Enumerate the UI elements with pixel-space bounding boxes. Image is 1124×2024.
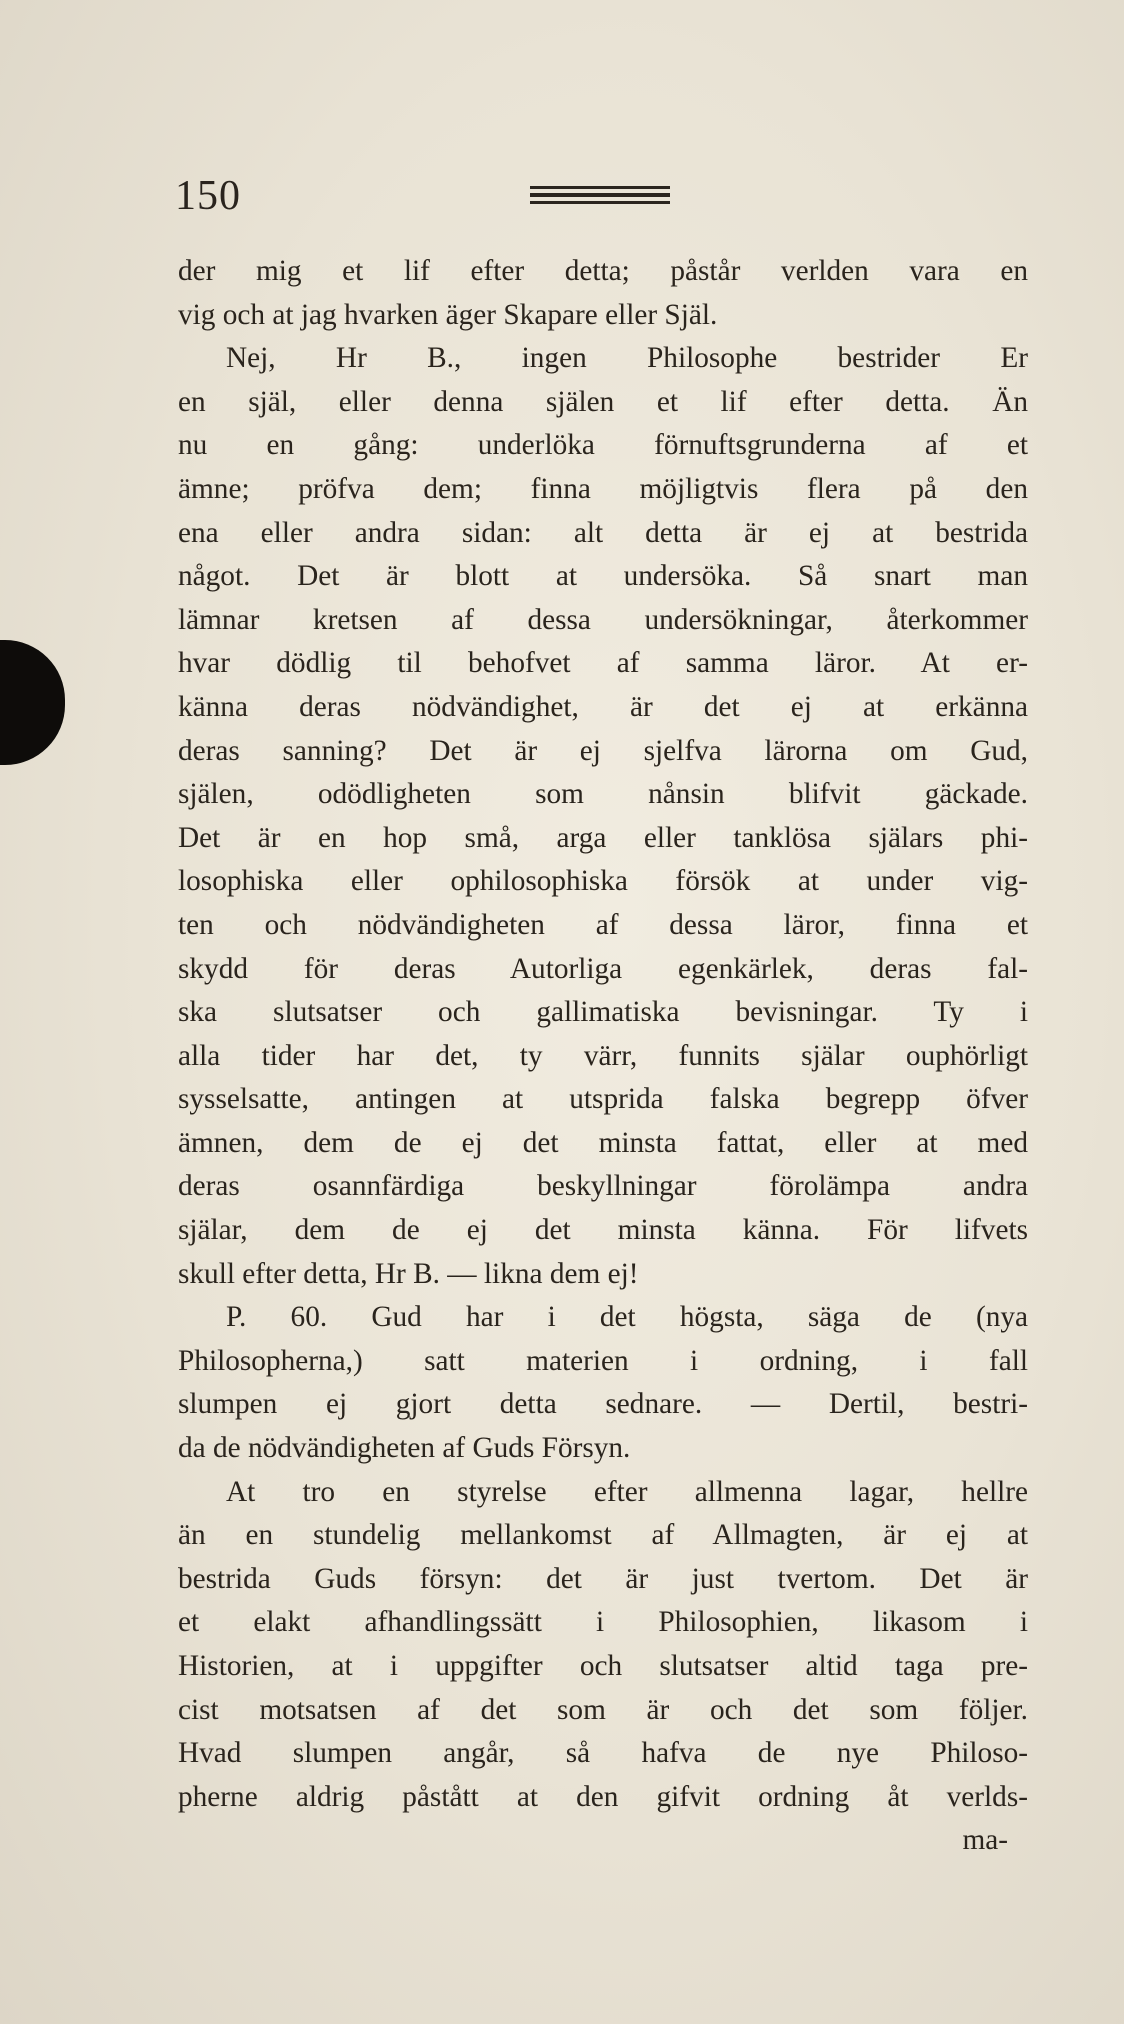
text-line: skydd för deras Autorliga egenkärlek, deras fal- [178,952,1028,985]
text-line: lämnar kretsen af dessa undersökningar, återkommer [178,603,1028,636]
text-line: deras osannfärdiga beskyllningar förolämpa andra [178,1170,1028,1203]
text-line: losophiska eller ophilosophiska försök at under vig- [178,865,1028,898]
text-line: ska slutsatser och gallimatiska bevisningar. Ty i [178,996,1028,1029]
text-line: ena eller andra sidan: alt detta är ej at bestrida [178,516,1028,549]
text-line: hvar dödlig til behofvet af samma läror. At er- [178,647,1028,680]
text-line: sysselsatte, antingen at utsprida falska begrepp öfver [178,1083,1028,1116]
text-line: alla tider har det, ty värr, funnits själar ouphörligt [178,1039,1028,1072]
text-line: da de nödvändigheten af Guds Försyn. [178,1432,631,1465]
text-line: et elakt afhandlingssätt i Philosophien, likasom i [178,1606,1028,1639]
text-line: ma- [962,1824,1008,1857]
text-line: der mig et lif efter detta; påstår verlden vara en [178,255,1028,287]
text-line: bestrida Guds försyn: det är just tvertom. Det är [178,1562,1028,1595]
binding-shadow [0,640,65,765]
body-text [178,250,1028,1863]
text-line: vig och at jag hvarken äger Skapare eller Själ. [178,298,718,331]
text-line: slumpen ej gjort detta sednare. — Dertil, bestri- [178,1388,1028,1421]
text-line: deras sanning? Det är ej sjelfva lärorna om Gud, [178,734,1028,767]
text-line: Det är en hop små, arga eller tanklösa själars phi- [178,821,1028,854]
text-line: en själ, eller denna själen et lif efter detta. Än [178,385,1028,418]
text-line: P. 60. Gud har i det högsta, säga de (nya [226,1301,1028,1334]
text-line: Philosopherna,) satt materien i ordning, i fall [178,1344,1028,1377]
text-line: själar, dem de ej det minsta känna. För lifvets [178,1214,1028,1247]
text-line: pherne aldrig påstått at den gifvit ordning åt verlds- [178,1780,1028,1813]
text-line: skull efter detta, Hr B. — likna dem ej! [178,1257,639,1290]
text-line: ämnen, dem de ej det minsta fattat, eller at med [178,1126,1028,1159]
text-line: Hvad slumpen angår, så hafva de nye Philoso- [178,1737,1028,1770]
header-ornament-rule [530,186,670,208]
text-line: än en stundelig mellankomst af Allmagten, är ej at [178,1519,1028,1552]
text-line: själen, odödligheten som nånsin blifvit gäckade. [178,778,1028,811]
text-line: Historien, at i uppgifter och slutsatser altid taga pre- [178,1650,1028,1682]
page-header [175,172,955,232]
page-number: 150 [175,173,241,219]
text-line: At tro en styrelse efter allmenna lagar, hellre [226,1475,1028,1508]
text-line: Nej, Hr B., ingen Philosophe bestrider Er [226,342,1028,375]
text-line: känna deras nödvändighet, är det ej at erkänna [178,690,1028,723]
text-line: cist motsatsen af det som är och det som följer. [178,1693,1028,1726]
text-line: ten och nödvändigheten af dessa läror, finna et [178,908,1028,941]
text-line: något. Det är blott at undersöka. Så snart man [178,560,1028,593]
text-line: ämne; pröfva dem; finna möjligtvis flera på den [178,472,1028,505]
text-line: nu en gång: underlöka förnuftsgrunderna af et [178,429,1028,462]
